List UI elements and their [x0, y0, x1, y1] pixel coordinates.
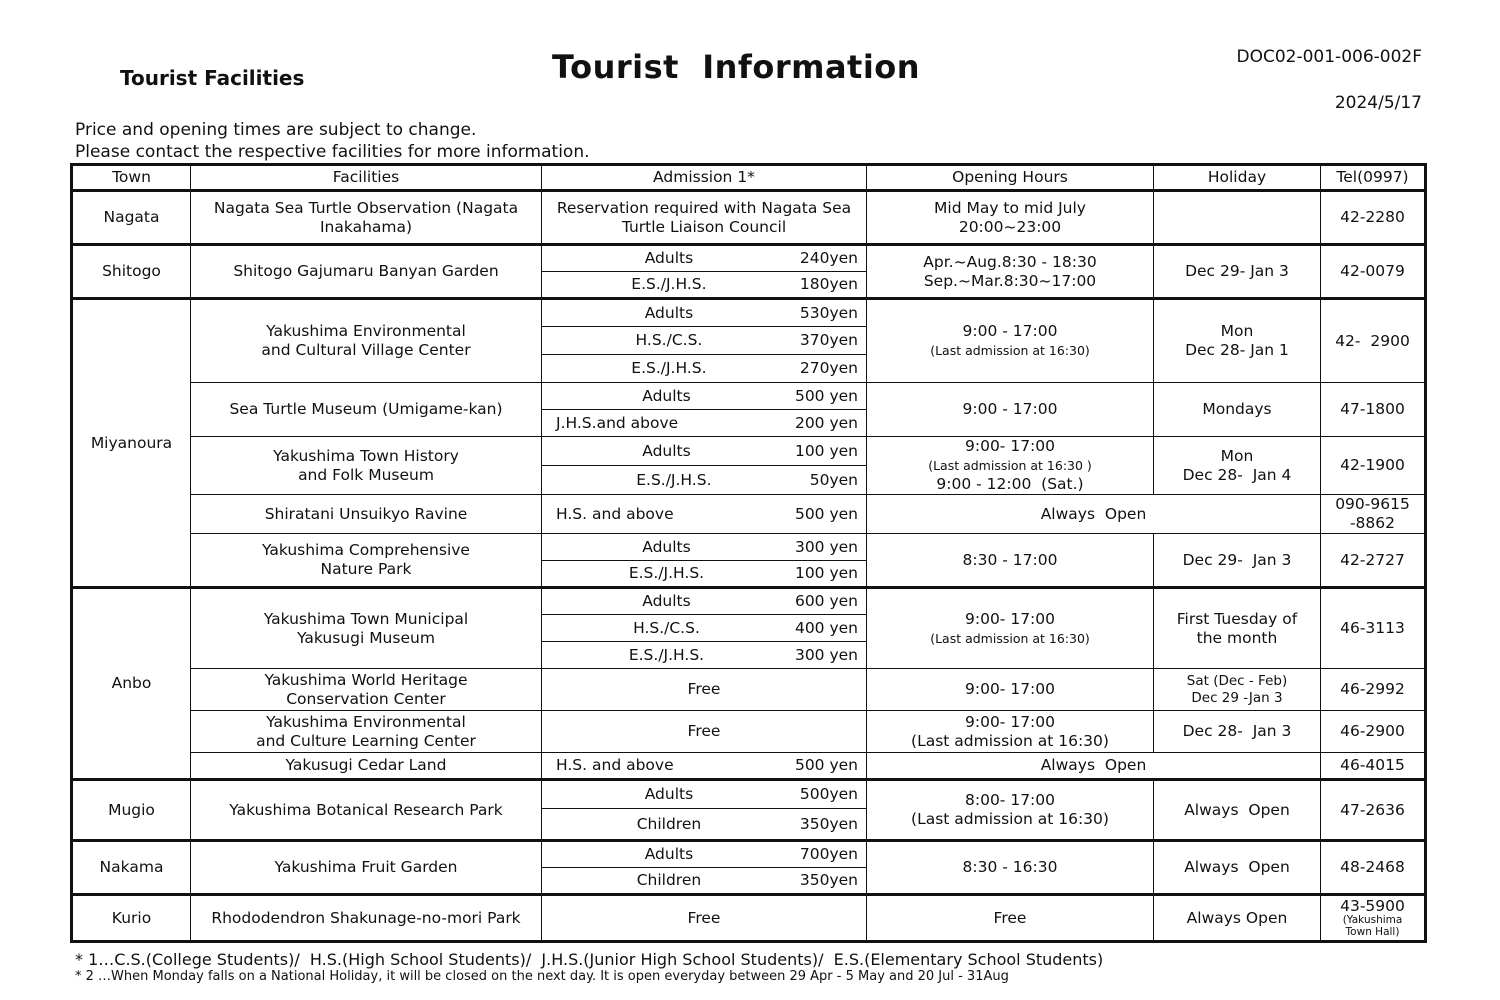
admission-price: 400 yen — [794, 618, 858, 637]
group-nakama — [72, 841, 1426, 895]
col-header-facilities: Facilities — [191, 165, 542, 191]
admission-price: 100 yen — [794, 564, 858, 582]
tel-line: -8862 — [1349, 514, 1396, 532]
admission-price: 200 yen — [794, 413, 858, 432]
admission-category: E.S./J.H.S. — [628, 645, 705, 664]
hours-note: (Last admission at 16:30) — [930, 630, 1090, 646]
tel-line: 090-9615 — [1335, 495, 1410, 513]
table-row — [72, 495, 1426, 534]
facility-cell: Nagata Sea Turtle Observation (Nagata Inakahama) — [191, 191, 542, 245]
admission-category: Adults — [644, 785, 694, 803]
facility-cell — [191, 534, 542, 588]
hours-cell: Always Open — [867, 495, 1321, 534]
hours-line: Mid May to mid July — [934, 198, 1086, 217]
table-row — [72, 895, 1426, 942]
tel-cell: 42- 2900 — [1321, 299, 1426, 383]
table-row — [72, 437, 1426, 466]
section-heading: Tourist Facilities — [120, 66, 305, 90]
facility-cell: Rhododendron Shakunage-no-mori Park — [191, 895, 542, 942]
hours-cell — [867, 437, 1154, 495]
holiday-cell: Dec 29- Jan 3 — [1154, 245, 1321, 299]
admission-cell: Free — [542, 711, 867, 753]
holiday-cell — [1154, 669, 1321, 711]
admission-cell — [542, 780, 867, 809]
admission-price: 500yen — [799, 785, 858, 803]
facility-cell: Yakushima Botanical Research Park — [191, 780, 542, 841]
hours-cell — [867, 245, 1154, 299]
tel-cell: 46-4015 — [1321, 753, 1426, 780]
facility-line: Yakushima Town History — [273, 446, 459, 465]
holiday-line: Dec 28- Jan 1 — [1185, 341, 1289, 359]
admission-cell — [542, 495, 867, 534]
footnote-1: * 1…C.S.(College Students)/ H.S.(High School Students)/ J.H.S.(Junior High School Students)/ E.S.(Elementary School Students) — [75, 950, 1104, 969]
facility-cell: Shiratani Unsuikyo Ravine — [191, 495, 542, 534]
holiday-cell: Dec 28- Jan 3 — [1154, 711, 1321, 753]
holiday-cell: Always Open — [1154, 841, 1321, 895]
admission-cell: Free — [542, 895, 867, 942]
hours-cell: 8:30 - 16:30 — [867, 841, 1154, 895]
facility-cell — [191, 588, 542, 669]
hours-cell — [867, 299, 1154, 383]
admission-price: 500 yen — [794, 504, 858, 523]
facility-line: Yakushima Town Municipal — [263, 609, 469, 628]
holiday-line: Mon — [1220, 322, 1254, 340]
admission-price: 600 yen — [794, 592, 858, 610]
facility-line: Nature Park — [320, 560, 412, 578]
facility-cell: Yakusugi Cedar Land — [191, 753, 542, 780]
hours-cell: 9:00- 17:00 — [867, 669, 1154, 711]
hours-line: 20:00~23:00 — [958, 217, 1062, 236]
admission-price: 700yen — [799, 845, 858, 863]
document-date: 2024/5/17 — [1334, 93, 1422, 113]
col-header-tel: Tel(0997) — [1321, 165, 1426, 191]
admission-category: H.S. and above — [556, 504, 674, 523]
admission-cell — [542, 327, 867, 355]
admission-category: E.S./J.H.S. — [628, 564, 705, 582]
hours-line: 9:00- 17:00 — [965, 609, 1055, 628]
tel-cell: 46-3113 — [1321, 588, 1426, 669]
facility-line: Yakusugi Museum — [297, 628, 435, 647]
tel-cell: 46-2900 — [1321, 711, 1426, 753]
admission-cell — [542, 534, 867, 561]
town-cell: Nakama — [72, 841, 191, 895]
tel-cell: 42-2727 — [1321, 534, 1426, 588]
admission-category: J.H.S.and above — [556, 413, 679, 432]
holiday-line: First Tuesday of — [1176, 609, 1298, 628]
admission-category: H.S./C.S. — [635, 331, 703, 349]
facility-line: Conservation Center — [286, 689, 446, 708]
admission-cell: Reservation required with Nagata Sea Turtle Liaison Council — [542, 191, 867, 245]
col-header-admission: Admission 1* — [542, 165, 867, 191]
group-nagata — [72, 191, 1426, 245]
hours-cell: Always Open — [867, 753, 1321, 780]
admission-price: 270yen — [799, 359, 858, 377]
admission-cell — [542, 753, 867, 780]
admission-category: Children — [636, 814, 702, 833]
hours-note: (Last admission at 16:30) — [930, 343, 1090, 358]
facility-line: Yakushima World Heritage — [264, 670, 468, 689]
town-cell: Shitogo — [72, 245, 191, 299]
admission-price: 530yen — [799, 303, 858, 322]
admission-cell — [542, 466, 867, 495]
hours-cell — [867, 588, 1154, 669]
hours-line: (Last admission at 16:30) — [911, 810, 1109, 828]
tel-line: 43-5900 — [1340, 896, 1405, 915]
admission-price: 50yen — [809, 470, 858, 489]
town-cell: Anbo — [72, 588, 191, 780]
facility-line: Yakushima Environmental — [266, 322, 466, 340]
col-header-holiday: Holiday — [1154, 165, 1321, 191]
admission-cell — [542, 272, 867, 299]
admission-category: Adults — [642, 441, 691, 460]
facility-line: and Culture Learning Center — [256, 731, 476, 750]
tel-cell: 47-2636 — [1321, 780, 1426, 841]
holiday-line: Dec 28- Jan 4 — [1182, 465, 1292, 484]
table-row — [72, 245, 1426, 272]
facility-line: Yakushima Comprehensive — [262, 541, 470, 559]
holiday-cell — [1154, 191, 1321, 245]
admission-price: 350yen — [799, 814, 858, 833]
table-row — [72, 753, 1426, 780]
admission-price: 500 yen — [794, 756, 858, 774]
admission-cell — [542, 299, 867, 327]
admission-price: 240yen — [799, 249, 858, 267]
hours-cell: 8:30 - 17:00 — [867, 534, 1154, 588]
page-title: Tourist Information — [552, 48, 921, 86]
admission-cell — [542, 615, 867, 642]
facilities-table — [70, 163, 1427, 943]
admission-price: 300 yen — [794, 645, 858, 664]
facility-cell: Shitogo Gajumaru Banyan Garden — [191, 245, 542, 299]
admission-category: Adults — [642, 386, 691, 405]
admission-cell: Free — [542, 669, 867, 711]
facility-cell — [191, 437, 542, 495]
tel-note: (Yakushima — [1342, 913, 1403, 926]
admission-price: 300 yen — [794, 537, 858, 556]
holiday-cell — [1154, 588, 1321, 669]
group-kurio — [72, 895, 1426, 942]
admission-price: 100 yen — [794, 441, 858, 460]
tel-cell: 42-2280 — [1321, 191, 1426, 245]
facility-line: and Cultural Village Center — [261, 341, 471, 359]
facility-cell — [191, 711, 542, 753]
hours-line: Sep.~Mar.8:30~17:00 — [923, 271, 1097, 290]
group-anbo — [72, 588, 1426, 780]
holiday-cell: Always Open — [1154, 895, 1321, 942]
hours-cell — [867, 191, 1154, 245]
holiday-cell: Dec 29- Jan 3 — [1154, 534, 1321, 588]
notice — [75, 119, 590, 163]
tel-cell: 42-0079 — [1321, 245, 1426, 299]
admission-cell — [542, 410, 867, 437]
admission-category: E.S./J.H.S. — [631, 359, 707, 377]
tel-cell — [1321, 895, 1426, 942]
table-row — [72, 383, 1426, 410]
facility-line: Yakushima Environmental — [266, 712, 466, 731]
table-row — [72, 711, 1426, 753]
table-row — [72, 299, 1426, 327]
table-row — [72, 588, 1426, 615]
town-cell: Mugio — [72, 780, 191, 841]
table-row — [72, 534, 1426, 561]
tel-cell — [1321, 495, 1426, 534]
col-header-town: Town — [72, 165, 191, 191]
town-cell: Miyanoura — [72, 299, 191, 588]
group-mugio — [72, 780, 1426, 841]
col-header-opening-hours: Opening Hours — [867, 165, 1154, 191]
admission-cell — [542, 809, 867, 841]
table-row — [72, 669, 1426, 711]
hours-line: 9:00 - 17:00 — [962, 322, 1058, 340]
holiday-line: Mon — [1220, 446, 1254, 465]
header-row — [72, 165, 1426, 191]
admission-category: Adults — [642, 537, 691, 556]
admission-price: 350yen — [799, 871, 858, 889]
admission-category: Adults — [644, 249, 694, 267]
tel-cell: 47-1800 — [1321, 383, 1426, 437]
facility-line: and Folk Museum — [298, 465, 434, 484]
hours-cell: 9:00 - 17:00 — [867, 383, 1154, 437]
notice-line-1: Price and opening times are subject to change. — [75, 120, 477, 140]
admission-price: 500 yen — [794, 386, 858, 405]
holiday-cell: Always Open — [1154, 780, 1321, 841]
footnote-2: * 2 …When Monday falls on a National Holiday, it will be closed on the next day. It is open everyday between 29 Apr - 5 May and 20 Jul - 31Aug — [75, 969, 1009, 984]
group-shitogo — [72, 245, 1426, 299]
holiday-line: the month — [1196, 628, 1278, 647]
hours-cell: Free — [867, 895, 1154, 942]
admission-category: E.S./J.H.S. — [636, 470, 712, 489]
admission-price: 370yen — [799, 331, 858, 349]
admission-category: E.S./J.H.S. — [631, 275, 707, 293]
town-cell: Kurio — [72, 895, 191, 942]
admission-category: H.S. and above — [556, 756, 674, 774]
admission-category: H.S./C.S. — [633, 618, 700, 637]
admission-cell — [542, 642, 867, 669]
notice-line-2: Please contact the respective facilities for more information. — [75, 142, 590, 162]
hours-line: Apr.~Aug.8:30 - 18:30 — [923, 252, 1097, 271]
tel-cell: 48-2468 — [1321, 841, 1426, 895]
hours-line: 9:00- 17:00 — [965, 437, 1055, 455]
holiday-line: Sat (Dec - Feb) — [1186, 672, 1288, 689]
admission-category: Children — [636, 871, 702, 889]
tel-cell: 42-1900 — [1321, 437, 1426, 495]
holiday-line: Dec 29 -Jan 3 — [1191, 689, 1283, 706]
hours-note: (Last admission at 16:30 ) — [928, 458, 1092, 473]
table-row — [72, 841, 1426, 868]
admission-cell — [542, 841, 867, 868]
facility-cell — [191, 669, 542, 711]
admission-category: Adults — [644, 845, 694, 863]
hours-line: (Last admission at 16:30) — [911, 731, 1109, 750]
tel-cell: 46-2992 — [1321, 669, 1426, 711]
hours-cell — [867, 780, 1154, 841]
admission-cell — [542, 561, 867, 588]
admission-price: 180yen — [799, 275, 858, 293]
admission-category: Adults — [644, 303, 694, 322]
table-row — [72, 191, 1426, 245]
facility-cell: Sea Turtle Museum (Umigame-kan) — [191, 383, 542, 437]
admission-cell — [542, 868, 867, 895]
facility-cell: Yakushima Fruit Garden — [191, 841, 542, 895]
tel-note: Town Hall) — [1345, 925, 1400, 938]
admission-category: Adults — [642, 592, 691, 610]
document-code: DOC02-001-006-002F — [1236, 47, 1422, 67]
holiday-cell — [1154, 437, 1321, 495]
admission-cell — [542, 245, 867, 272]
admission-cell — [542, 588, 867, 615]
holiday-cell — [1154, 299, 1321, 383]
facility-cell — [191, 299, 542, 383]
hours-line: 9:00 - 12:00 (Sat.) — [936, 475, 1084, 493]
hours-cell — [867, 711, 1154, 753]
admission-cell — [542, 355, 867, 383]
group-miyanoura — [72, 299, 1426, 588]
holiday-cell: Mondays — [1154, 383, 1321, 437]
table-row — [72, 780, 1426, 809]
hours-line: 8:00- 17:00 — [965, 791, 1055, 809]
admission-cell — [542, 383, 867, 410]
admission-cell — [542, 437, 867, 466]
hours-line: 9:00- 17:00 — [965, 712, 1055, 731]
town-cell: Nagata — [72, 191, 191, 245]
